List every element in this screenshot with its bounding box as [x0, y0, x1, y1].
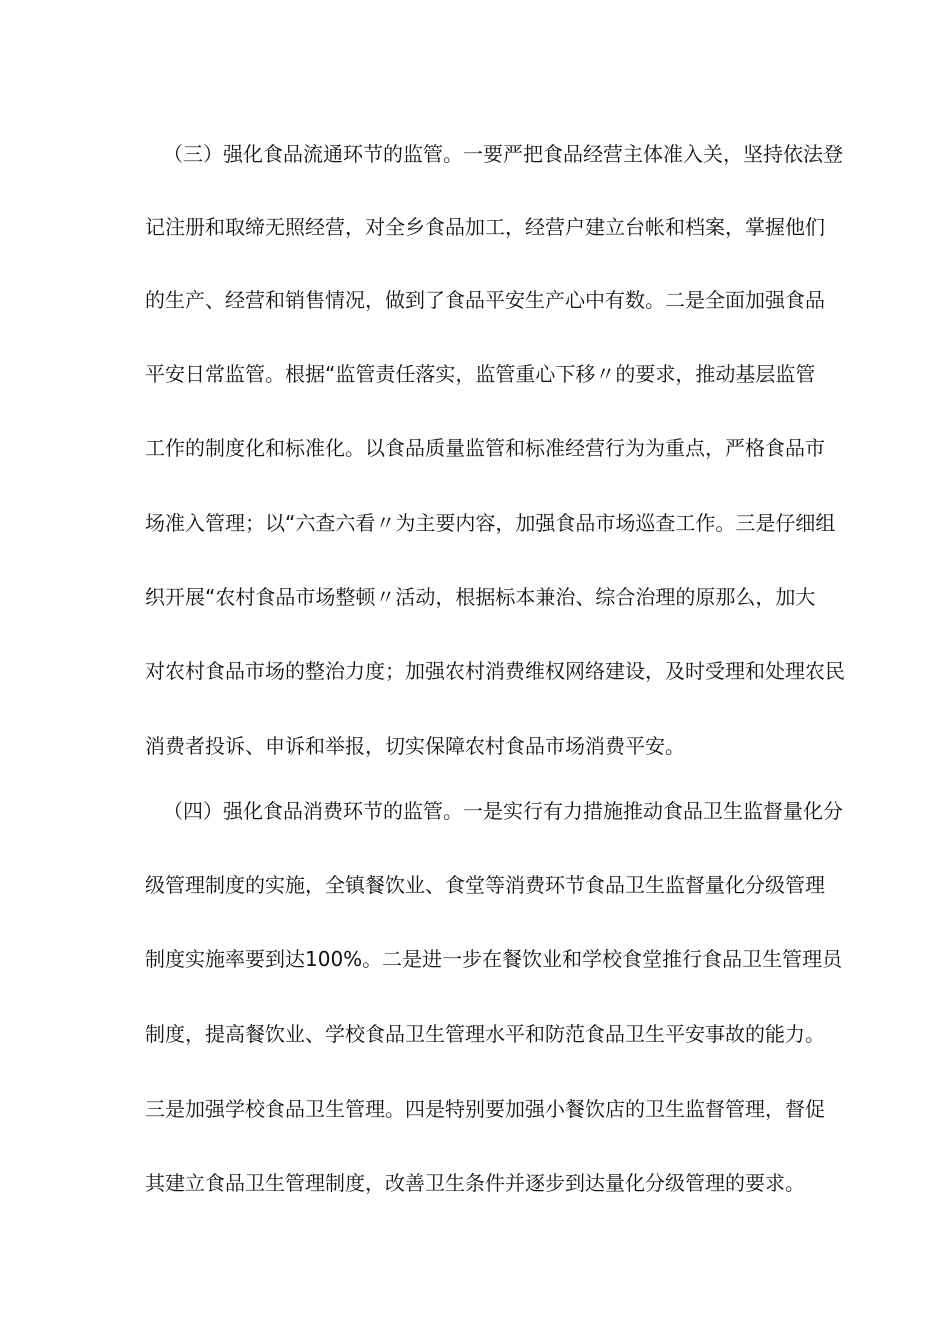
text-line: 其建立食品卫生管理制度，改善卫生条件并逐步到达量化分级管理的要求。 — [145, 1171, 805, 1195]
text-line: 织开展“农村食品市场整顿〃活动，根据标本兼治、综合治理的原那么，加大 — [145, 585, 816, 609]
text-line: 级管理制度的实施，全镇餐饮业、食堂等消费环节食品卫生监督量化分级管理 — [145, 873, 825, 897]
text-line: 消费者投诉、申诉和举报，切实保障农村食品市场消费平安。 — [145, 734, 685, 758]
text-line: 工作的制度化和标准化。以食品质量监管和标准经营行为为重点，严格食品市 — [145, 436, 825, 460]
text-line: （三）强化食品流通环节的监管。一要严把食品经营主体准入关，坚持依法登 — [163, 142, 843, 166]
text-line: 对农村食品市场的整治力度；加强农村消费维权网络建设，及时受理和处理农民 — [145, 659, 845, 683]
text-line: 三是加强学校食品卫生管理。四是特别要加强小餐饮店的卫生监督管理，督促 — [145, 1097, 825, 1121]
text-line: 制度实施率要到达100%。二是进一步在餐饮业和学校食堂推行食品卫生管理员 — [145, 947, 843, 971]
text-line: 记注册和取缔无照经营，对全乡食品加工，经营户建立台帐和档案，掌握他们 — [145, 215, 825, 239]
text-line: 场准入管理；以“六查六看〃为主要内容，加强食品市场巡查工作。三是仔细组 — [145, 511, 836, 535]
text-line: （四）强化食品消费环节的监管。一是实行有力措施推动食品卫生监督量化分 — [163, 799, 843, 823]
text-line: 的生产、经营和销售情况，做到了食品平安生产心中有数。二是全面加强食品 — [145, 288, 825, 312]
text-line: 平安日常监管。根据“监管责任落实，监管重心下移〃的要求，推动基层监管 — [145, 362, 816, 386]
text-line: 制度，提高餐饮业、学校食品卫生管理水平和防范食品卫生平安事故的能力。 — [145, 1022, 825, 1046]
